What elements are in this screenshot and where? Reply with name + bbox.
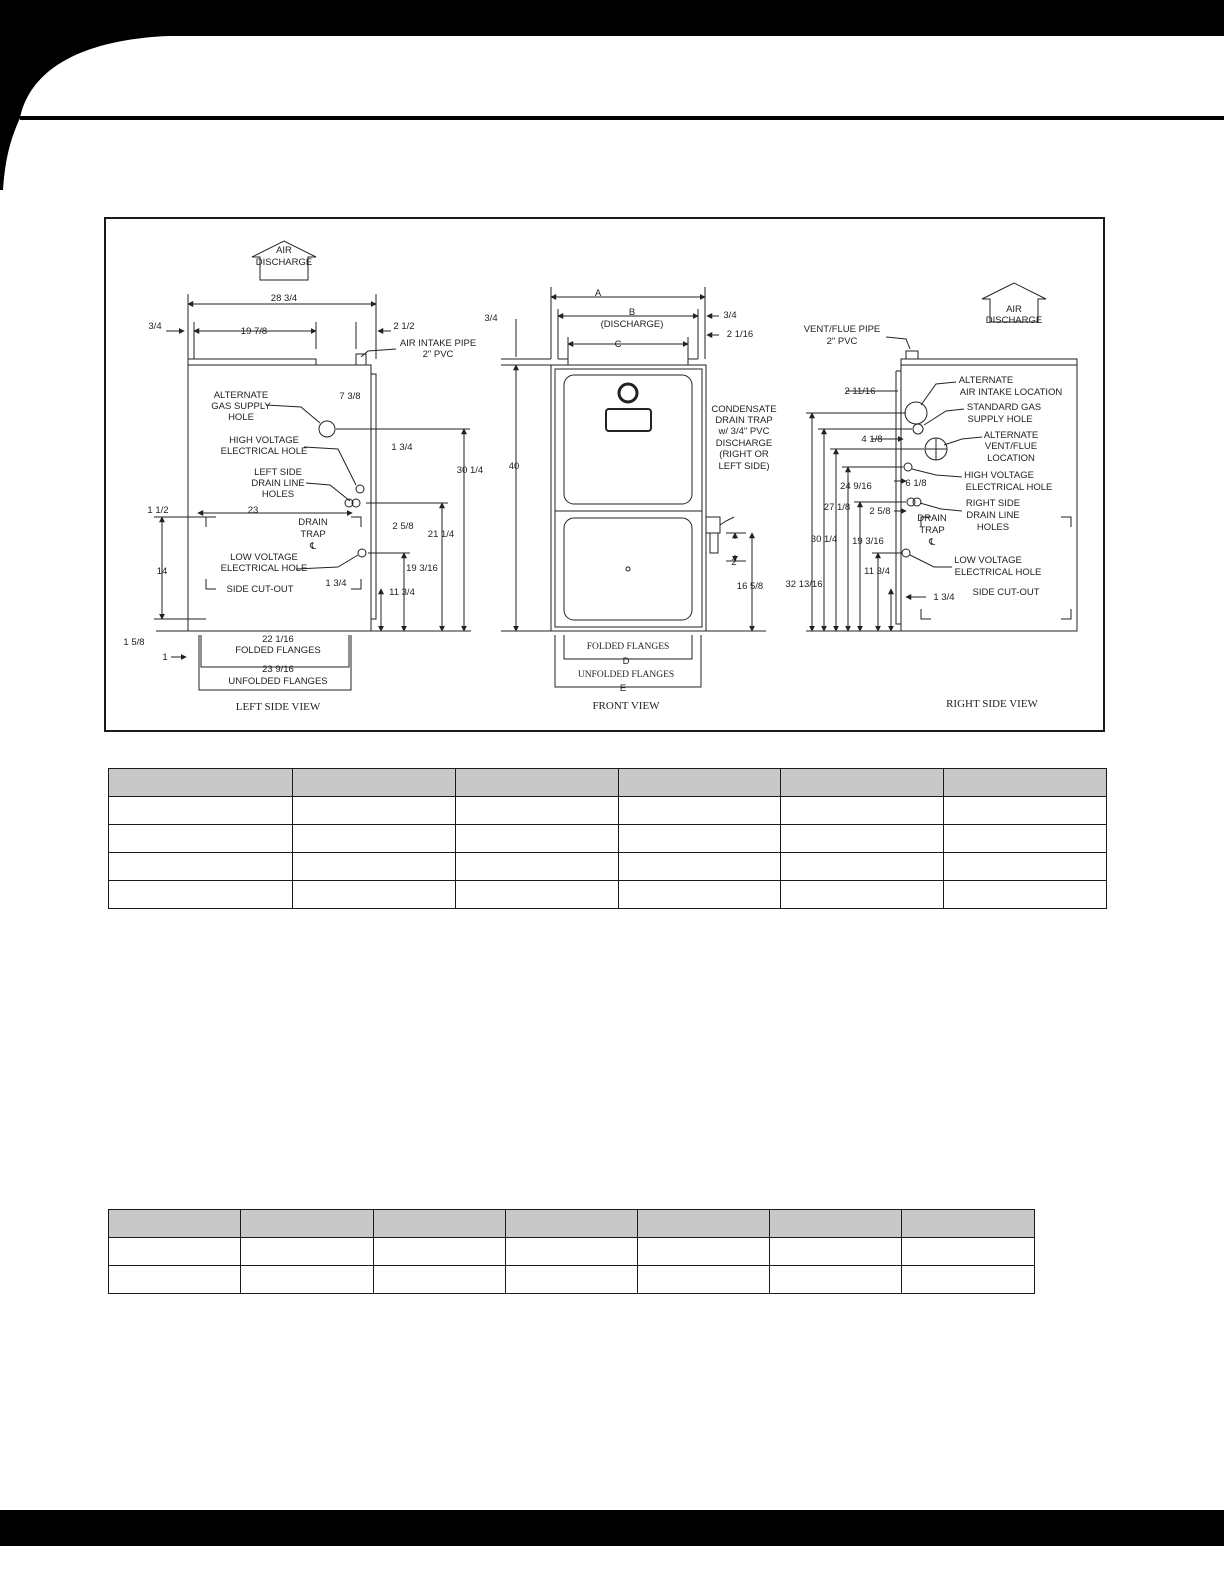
table-cell <box>619 797 781 825</box>
table-cell <box>506 1266 638 1294</box>
right-high-voltage-1: HIGH VOLTAGE <box>964 470 1034 481</box>
table-cell <box>293 825 456 853</box>
condensate-4: DISCHARGE <box>715 438 773 449</box>
vent-flue-2: 2" PVC <box>826 336 858 347</box>
right-dim-2-5-8: 2 5/8 <box>869 506 891 517</box>
table-cell <box>781 853 944 881</box>
table-cell <box>638 1266 770 1294</box>
table-cell <box>241 1266 374 1294</box>
right-dim-11-3-4: 11 3/4 <box>864 566 890 577</box>
right-dim-27-1-8: 27 1/8 <box>823 502 851 513</box>
table-cell <box>506 1238 638 1266</box>
front-caption: FRONT VIEW <box>592 700 660 712</box>
header-band <box>0 0 1224 190</box>
table-cell <box>944 825 1107 853</box>
spec-table-1 <box>108 768 1107 909</box>
right-dim-1-3-4: 1 3/4 <box>933 592 955 603</box>
front-unfolded-label: UNFOLDED FLANGES <box>577 670 675 680</box>
left-dim-23: 23 <box>247 505 259 516</box>
table-cell <box>902 1238 1035 1266</box>
right-low-voltage-1: LOW VOLTAGE <box>954 555 1022 566</box>
front-dim-a: A <box>594 288 602 299</box>
left-dim-overall: 28 3/4 <box>270 293 298 304</box>
table-header-cell <box>902 1210 1035 1238</box>
table-header-cell <box>619 769 781 797</box>
right-high-voltage-2: ELECTRICAL HOLE <box>965 482 1053 493</box>
right-dim-30-1-4: 30 1/4 <box>810 534 838 545</box>
right-air-discharge-1: AIR <box>1006 304 1022 315</box>
table-cell <box>109 881 293 909</box>
alt-gas-2: GAS SUPPLY <box>211 401 271 412</box>
table-cell <box>293 797 456 825</box>
table-cell <box>902 1266 1035 1294</box>
table-header-cell <box>374 1210 506 1238</box>
footer-band <box>0 1510 1224 1546</box>
right-low-voltage-2: ELECTRICAL HOLE <box>954 567 1042 578</box>
table-header-cell <box>241 1210 374 1238</box>
right-dim-4-1-8: 4 1/8 <box>861 434 883 445</box>
table-header-cell <box>506 1210 638 1238</box>
right-air-discharge-2: DISCHARGE <box>985 315 1043 326</box>
left-drain-trap-3: ℄ <box>309 541 317 552</box>
right-dim-24-9-16: 24 9/16 <box>840 481 872 492</box>
front-dim-3-4-right: 3/4 <box>723 310 737 321</box>
table-row <box>109 853 1107 881</box>
front-dim-16-5-8: 16 5/8 <box>736 581 764 592</box>
left-drain-trap-1: DRAIN <box>298 517 328 528</box>
table-cell <box>619 853 781 881</box>
right-drain-trap-1: DRAIN <box>917 513 947 524</box>
right-drain-trap-3: ℄ <box>928 537 936 548</box>
alt-vent-1: ALTERNATE <box>983 430 1039 441</box>
left-folded-dim: 22 1/16 <box>262 634 294 645</box>
table-cell <box>109 1238 241 1266</box>
table-header-cell <box>638 1210 770 1238</box>
left-dim-19-3-16: 19 3/16 <box>406 563 438 574</box>
table-cell <box>638 1238 770 1266</box>
air-intake-pipe-2: 2" PVC <box>422 349 454 360</box>
table-cell <box>293 853 456 881</box>
front-view <box>501 287 766 687</box>
table-header-cell <box>781 769 944 797</box>
right-drain-2: DRAIN LINE <box>966 510 1020 521</box>
table-cell <box>770 1266 902 1294</box>
right-caption: RIGHT SIDE VIEW <box>946 698 1038 710</box>
table-cell <box>944 881 1107 909</box>
condensate-1: CONDENSATE <box>711 404 777 415</box>
condensate-5: (RIGHT OR <box>719 449 769 460</box>
alt-vent-2: VENT/FLUE <box>984 441 1038 452</box>
left-dim-1-5-8: 1 5/8 <box>123 637 145 648</box>
table-cell <box>456 825 619 853</box>
vent-flue-1: VENT/FLUE PIPE <box>803 324 881 335</box>
table-cell <box>456 853 619 881</box>
alt-gas-1: ALTERNATE <box>213 390 269 401</box>
right-dim-6-1-8: 6 1/8 <box>905 478 927 489</box>
condensate-6: LEFT SIDE) <box>718 461 770 472</box>
table-cell <box>109 853 293 881</box>
right-drain-3: HOLES <box>976 522 1010 533</box>
table-row <box>109 881 1107 909</box>
right-dim-32-13-16: 32 13/16 <box>785 579 823 590</box>
front-dim-2: 2 <box>731 557 737 568</box>
dimensions-figure <box>104 217 1105 732</box>
table-cell <box>781 797 944 825</box>
table-cell <box>293 881 456 909</box>
left-dim-11-3-4: 11 3/4 <box>389 587 415 598</box>
left-high-voltage-2: ELECTRICAL HOLE <box>220 446 308 457</box>
table-header-cell <box>109 1210 241 1238</box>
table-cell <box>374 1266 506 1294</box>
left-unfolded-dim: 23 9/16 <box>262 664 294 675</box>
left-dim-2-5-8: 2 5/8 <box>392 521 414 532</box>
table-header-cell <box>456 769 619 797</box>
front-discharge: (DISCHARGE) <box>600 319 664 330</box>
left-drain-trap-2: TRAP <box>300 529 326 540</box>
spec-table-2 <box>108 1209 1035 1294</box>
table-cell <box>241 1238 374 1266</box>
table-header-cell <box>109 769 293 797</box>
table-cell <box>109 1266 241 1294</box>
left-dim-7-3-8: 7 3/8 <box>339 391 361 402</box>
left-high-voltage-1: HIGH VOLTAGE <box>229 435 299 446</box>
table-cell <box>619 825 781 853</box>
left-dim-1-3-4-upper: 1 3/4 <box>391 442 413 453</box>
front-dim-3-4-left: 3/4 <box>484 313 498 324</box>
left-unfolded-label: UNFOLDED FLANGES <box>228 676 328 687</box>
alt-gas-3: HOLE <box>228 412 254 423</box>
table-cell <box>619 881 781 909</box>
left-low-voltage-1: LOW VOLTAGE <box>230 552 298 563</box>
left-dim-30-1-4: 30 1/4 <box>456 465 484 476</box>
table-row <box>109 797 1107 825</box>
condensate-3: w/ 3/4" PVC <box>718 426 770 437</box>
right-dim-2-11-16: 2 11/16 <box>844 386 876 397</box>
alt-air-intake-1: ALTERNATE <box>958 375 1014 386</box>
left-low-voltage-2: ELECTRICAL HOLE <box>220 563 308 574</box>
left-dim-1: 1 <box>162 652 168 663</box>
right-dim-19-3-16: 19 3/16 <box>852 536 884 547</box>
table-cell <box>374 1238 506 1266</box>
left-dim-3-4: 3/4 <box>148 321 162 332</box>
table-header-cell <box>944 769 1107 797</box>
left-dim-1-3-4-lower: 1 3/4 <box>325 578 347 589</box>
left-air-discharge-1: AIR <box>276 245 292 256</box>
table-row <box>109 1266 1035 1294</box>
front-dim-b: B <box>628 307 636 318</box>
left-caption: LEFT SIDE VIEW <box>235 701 321 713</box>
right-side-cutout: SIDE CUT-OUT <box>972 587 1040 598</box>
table-cell <box>456 881 619 909</box>
left-dim-2-1-2: 2 1/2 <box>393 321 415 332</box>
left-drain-1: LEFT SIDE <box>254 467 302 478</box>
table-cell <box>944 797 1107 825</box>
left-dim-14: 14 <box>156 566 168 577</box>
front-dim-c: C <box>614 339 622 350</box>
left-side-view <box>154 241 471 690</box>
table-row <box>109 825 1107 853</box>
table-header-row <box>109 1210 1035 1238</box>
front-dim-2-1-16: 2 1/16 <box>726 329 754 340</box>
left-air-discharge-2: DISCHARGE <box>255 257 313 268</box>
air-intake-pipe-1: AIR INTAKE PIPE <box>399 338 477 349</box>
table-header-row <box>109 769 1107 797</box>
alt-air-intake-2: AIR INTAKE LOCATION <box>959 387 1063 398</box>
left-dim-21-1-4: 21 1/4 <box>427 529 455 540</box>
left-dim-1-1-2: 1 1/2 <box>147 505 169 516</box>
alt-vent-3: LOCATION <box>987 453 1035 464</box>
table-row <box>109 1238 1035 1266</box>
front-dim-d: D <box>622 656 630 667</box>
left-drain-3: HOLES <box>261 489 295 500</box>
table-header-cell <box>293 769 456 797</box>
left-drain-2: DRAIN LINE <box>251 478 305 489</box>
front-dim-e: E <box>619 683 627 694</box>
table-cell <box>944 853 1107 881</box>
standard-gas-1: STANDARD GAS <box>966 402 1042 413</box>
left-folded-label: FOLDED FLANGES <box>235 645 321 656</box>
standard-gas-2: SUPPLY HOLE <box>967 414 1033 425</box>
right-drain-trap-2: TRAP <box>919 525 945 536</box>
table-header-cell <box>770 1210 902 1238</box>
left-side-cutout: SIDE CUT-OUT <box>226 584 294 595</box>
table-cell <box>781 881 944 909</box>
front-folded-label: FOLDED FLANGES <box>586 642 670 652</box>
condensate-2: DRAIN TRAP <box>715 415 773 426</box>
table-cell <box>109 797 293 825</box>
table-cell <box>109 825 293 853</box>
table-cell <box>770 1238 902 1266</box>
left-dim-19-7-8: 19 7/8 <box>240 326 268 337</box>
front-dim-40: 40 <box>508 461 520 472</box>
right-drain-1: RIGHT SIDE <box>965 498 1021 509</box>
table-cell <box>781 825 944 853</box>
table-cell <box>456 797 619 825</box>
